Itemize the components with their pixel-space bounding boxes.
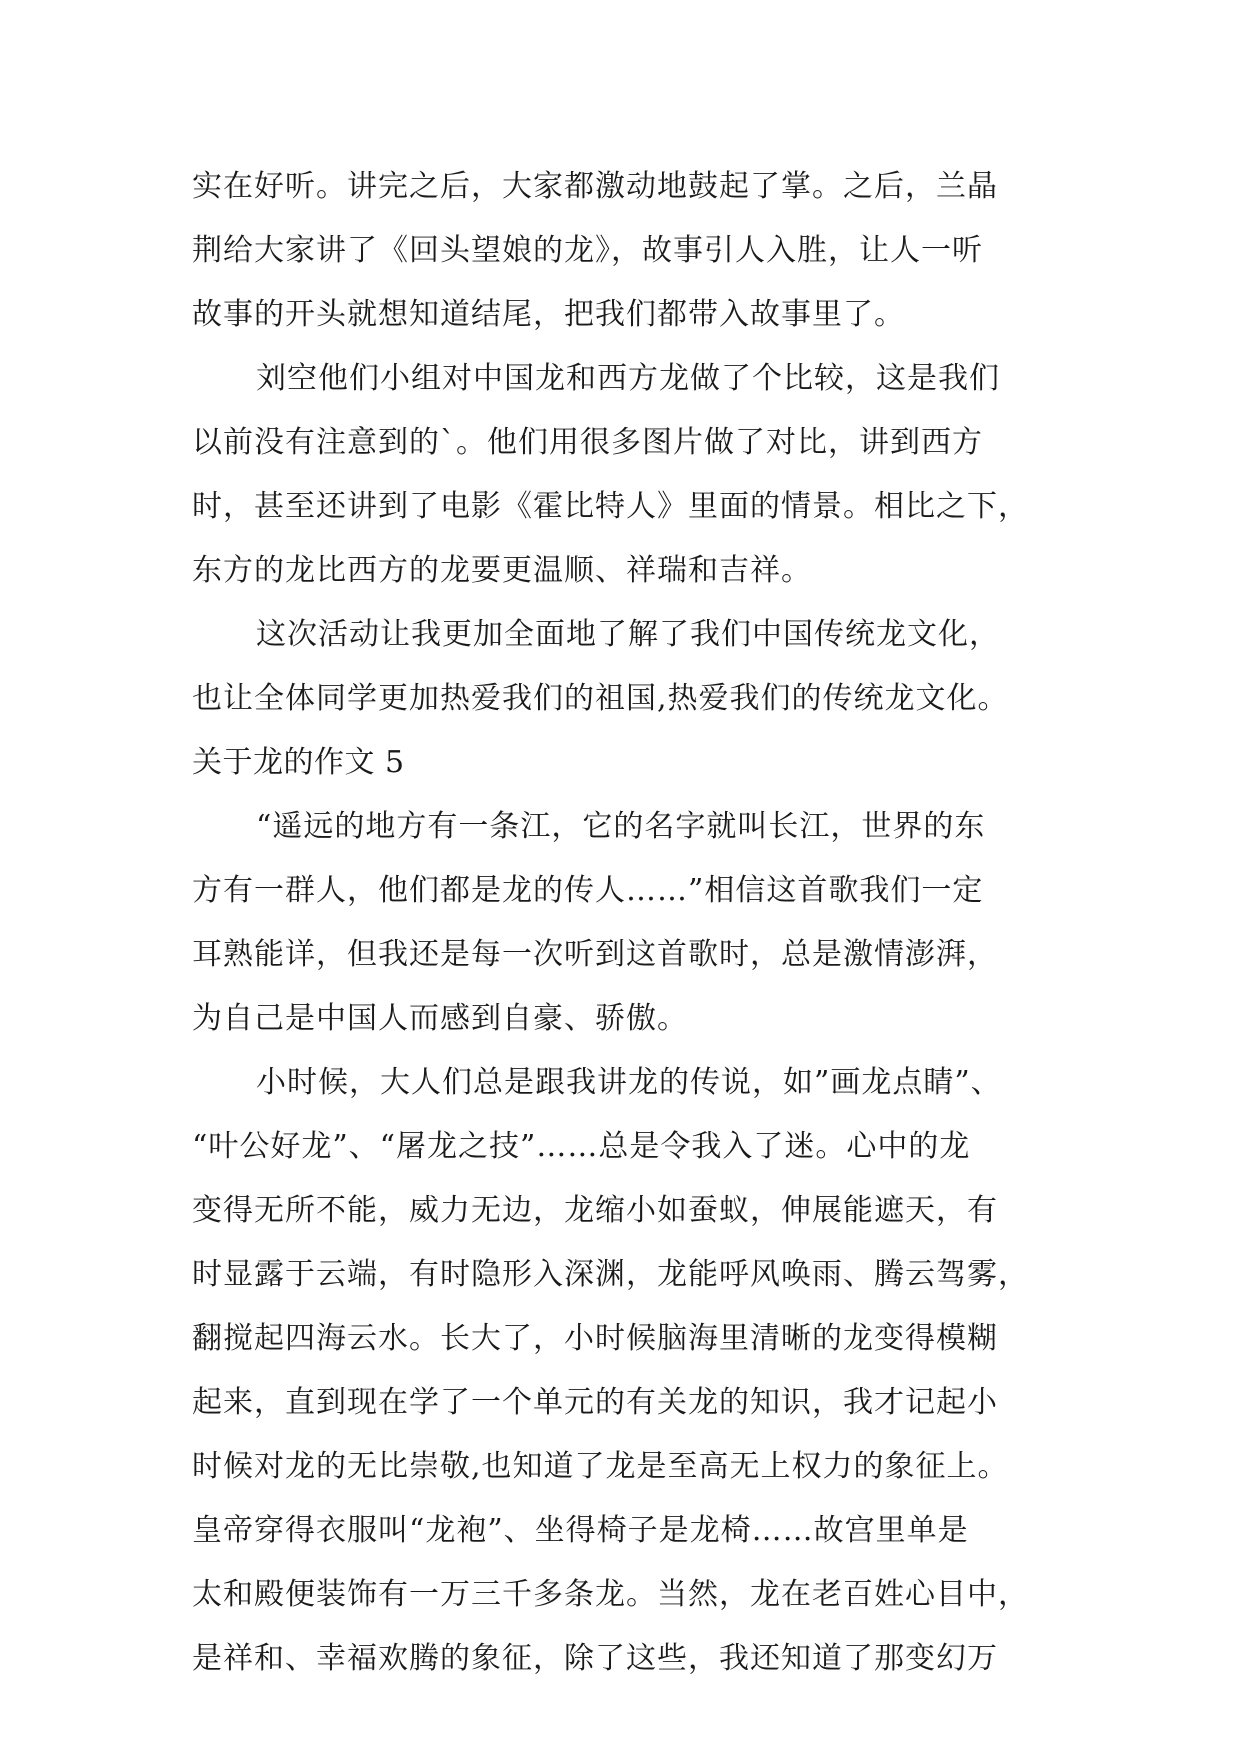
text-line: 时显露于云端，有时隐形入深渊，龙能呼风唤雨、腾云驾雾， (192, 1257, 1029, 1292)
text-line: “叶公好龙”、“屠龙之技”……总是令我入了迷。心中的龙 (192, 1129, 971, 1164)
paragraph-first-line: “遥远的地方有一条江，它的名字就叫长江，世界的东 (256, 809, 986, 844)
text-line: 是祥和、幸福欢腾的象征，除了这些，我还知道了那变幻万 (192, 1641, 998, 1676)
paragraph-first-line: 刘空他们小组对中国龙和西方龙做了个比较，这是我们 (256, 361, 1000, 396)
text-line: 太和殿便装饰有一万三千多条龙。当然，龙在老百姓心目中， (192, 1577, 1029, 1612)
paragraph-first-line: 这次活动让我更加全面地了解了我们中国传统龙文化， (256, 617, 1000, 652)
text-line: 也让全体同学更加热爱我们的祖国,热爱我们的传统龙文化。 (192, 681, 1009, 716)
text-line: 时候对龙的无比崇敬,也知道了龙是至高无上权力的象征上。 (192, 1449, 1009, 1484)
text-line: 皇帝穿得衣服叫“龙袍”、坐得椅子是龙椅……故宫里单是 (192, 1513, 969, 1548)
text-line: 方有一群人，他们都是龙的传人……”相信这首歌我们一定 (192, 873, 984, 908)
text-line: 荆给大家讲了《回头望娘的龙》，故事引人入胜，让人一听 (192, 233, 983, 268)
document-body (192, 155, 1092, 1691)
text-line: 耳熟能详，但我还是每一次听到这首歌时，总是激情澎湃， (192, 937, 998, 972)
section-heading: 关于龙的作文 5 (192, 745, 405, 780)
text-line: 时，甚至还讲到了电影《霍比特人》里面的情景。相比之下， (192, 489, 1029, 524)
text-line: 变得无所不能，威力无边，龙缩小如蚕蚁，伸展能遮天，有 (192, 1193, 998, 1228)
text-line: 东方的龙比西方的龙要更温顺、祥瑞和吉祥。 (192, 553, 812, 588)
text-line: 实在好听。讲完之后，大家都激动地鼓起了掌。之后，兰晶 (192, 169, 998, 204)
text-line: 翻搅起四海云水。长大了，小时候脑海里清晰的龙变得模糊 (192, 1321, 998, 1356)
text-line: 以前没有注意到的`。他们用很多图片做了对比，讲到西方 (192, 425, 983, 460)
text-line: 为自己是中国人而感到自豪、骄傲。 (192, 1001, 688, 1036)
text-line: 故事的开头就想知道结尾，把我们都带入故事里了。 (192, 297, 905, 332)
paragraph-first-line: 小时候，大人们总是跟我讲龙的传说，如”画龙点睛”、 (256, 1065, 1002, 1100)
text-line: 起来，直到现在学了一个单元的有关龙的知识，我才记起小 (192, 1385, 998, 1420)
